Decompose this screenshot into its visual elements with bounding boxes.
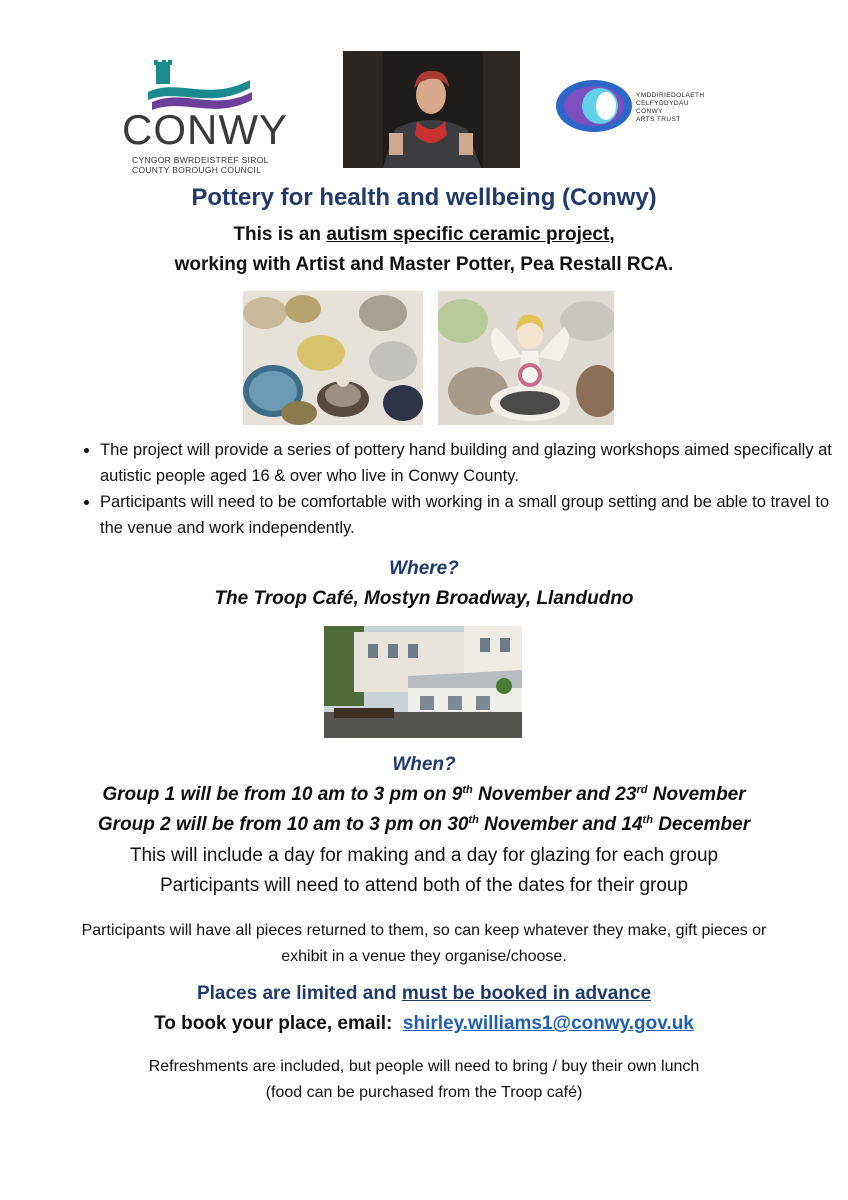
conwy-council-logo — [118, 58, 288, 176]
include-note: This will include a day for making and a day for glazing for each group — [129, 845, 719, 866]
group1-text-b: November and 23 — [472, 784, 637, 805]
group1-sup-1: th — [462, 784, 473, 796]
list-item: • The project will provide a series of pottery hand building and glazing workshops aimed specifically at autistic people aged 16 & over who live in Conwy County. — [100, 437, 848, 489]
artist-portrait-photo — [343, 51, 520, 168]
refreshments-note: Refreshments are included, but people will need to bring / buy their own lunch — [148, 1058, 700, 1075]
arts-trust-line-4: ARTS TRUST — [636, 116, 681, 123]
arts-trust-line-2: CELFYDDYDAU — [636, 100, 689, 107]
places-before: Places are limited and — [196, 983, 402, 1004]
group1-text-a: Group 1 will be from 10 am to 3 pm on 9 — [102, 784, 463, 805]
arts-trust-line-3: CONWY — [636, 108, 663, 115]
group-1-dates — [0, 784, 848, 806]
group1-text-c: November — [647, 784, 746, 805]
intro-underlined: autism specific ceramic project — [326, 224, 610, 245]
group2-text-c: December — [652, 814, 751, 835]
eye-logo-icon — [554, 78, 634, 134]
booking-line — [0, 1013, 848, 1035]
refreshments-food-note: (food can be purchased from the Troop café) — [265, 1084, 583, 1101]
group2-sup-1: th — [468, 814, 479, 826]
arts-trust-line-1: YMDDIRIEDOLAETH — [636, 92, 705, 99]
places-limited-note — [0, 983, 848, 1005]
attend-note: Participants will need to attend both of the dates for their group — [159, 875, 689, 896]
intro-after: , — [609, 224, 615, 245]
book-label: To book your place, email: — [154, 1013, 393, 1034]
pottery-photo-bowls — [243, 291, 423, 425]
conwy-subtitle-english: COUNTY BOROUGH COUNCIL — [132, 165, 262, 175]
intro-line-2: working with Artist and Master Potter, Pea Restall RCA. — [174, 254, 674, 275]
where-heading: Where? — [389, 558, 459, 579]
places-underlined: must be booked in advance — [401, 983, 652, 1004]
pottery-photo-angel — [438, 291, 614, 425]
conwy-arts-trust-logo — [554, 78, 729, 134]
page-title: Pottery for health and wellbeing (Conwy) — [191, 184, 657, 211]
project-details-list — [60, 437, 848, 541]
group2-text-b: November and 14 — [478, 814, 643, 835]
group-2-dates — [0, 814, 848, 836]
troop-cafe-photo — [324, 626, 522, 738]
intro-line-1 — [0, 224, 848, 246]
list-item: • Participants will need to be comfortable with working in a small group setting and be able to travel to the venue and work independently. — [100, 489, 848, 541]
group2-text-a: Group 2 will be from 10 am to 3 pm on 30 — [97, 814, 469, 835]
intro-before: This is an — [233, 224, 327, 245]
conwy-subtitle-welsh: CYNGOR BWRDEISTREF SIROL — [132, 155, 269, 165]
booking-email-link[interactable]: shirley.williams1@conwy.gov.uk — [402, 1013, 694, 1034]
group2-sup-2: th — [642, 814, 653, 826]
pieces-returned-note: Participants will have all pieces returned to them, so can keep whatever they make, gift pieces or exhibit in a venue they organise/choose. — [81, 922, 767, 965]
conwy-wordmark: CONWY — [122, 106, 288, 153]
group1-sup-2: rd — [636, 784, 648, 796]
when-heading: When? — [392, 754, 456, 775]
venue-text: The Troop Café, Mostyn Broadway, Llandudno — [214, 588, 634, 609]
